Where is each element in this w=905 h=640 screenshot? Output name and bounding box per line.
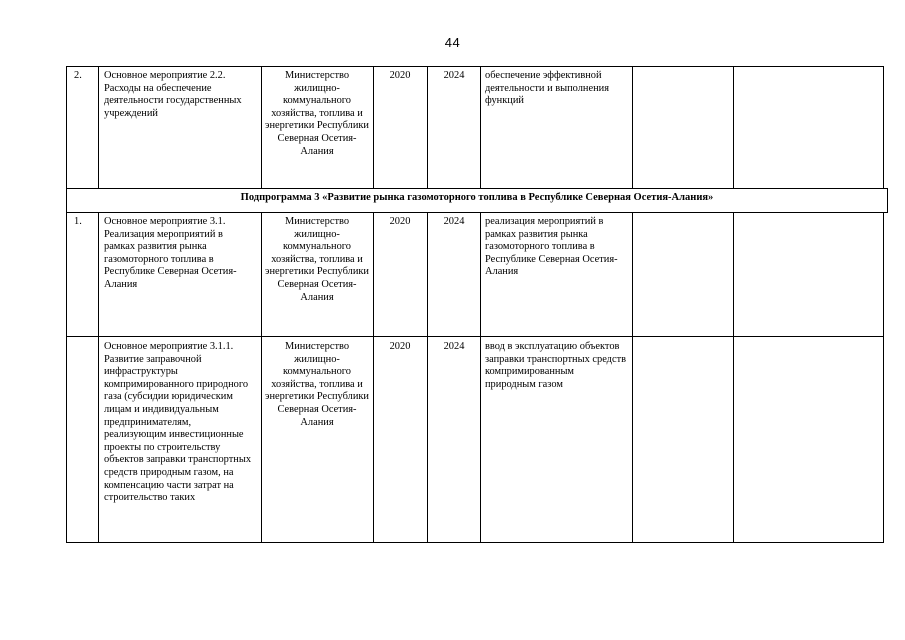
row-1-executor: Министерство жилищно-коммунального хозяйства, топлива и энергетики Республики Северная Осетия-Алания xyxy=(265,70,369,157)
row-border xyxy=(66,336,884,337)
subprogram-title: Подпрограмма 3 «Развитие рынка газомоторного топлива в Республике Северная Осетия-Алания» xyxy=(240,192,714,203)
row-3-event: Основное мероприятие 3.1.1. Развитие заправочной инфраструктуры компримированного природного газа (субсидии юридическим лицам и индивидуальным предпринимателям, реализующим инвестиционные проекты по строительству объектов заправки транспортных средств природным газом, на компенсацию части затрат на строительство таких xyxy=(104,341,252,504)
row-3-result: ввод в эксплуатацию объектов заправки транспортных средств компримированным природным газом xyxy=(485,341,627,390)
page-number: 44 xyxy=(444,35,461,50)
row-3-start: 2020 xyxy=(389,341,411,352)
col-border xyxy=(632,66,633,543)
row-1-result: обеспечение эффективной деятельности и выполнения функций xyxy=(485,70,610,107)
col-border xyxy=(373,66,374,543)
row-2-num: 1. xyxy=(74,216,82,227)
col-border xyxy=(480,66,481,543)
row-2-end: 2024 xyxy=(443,216,465,227)
col-border xyxy=(98,66,99,543)
row-2-result: реализация мероприятий в рамках развития рынка газомоторного топлива в Республике Северная Осетия-Алания xyxy=(485,216,618,278)
row-1-start: 2020 xyxy=(389,70,411,81)
row-2-executor: Министерство жилищно-коммунального хозяйства, топлива и энергетики Республики Северная Осетия-Алания xyxy=(265,216,369,303)
row-1-num: 2. xyxy=(74,70,82,81)
col-border xyxy=(733,66,734,543)
row-1-event: Основное мероприятие 2.2. Расходы на обеспечение деятельности государственных учреждений xyxy=(104,70,242,119)
row-1-end: 2024 xyxy=(443,70,465,81)
col-border xyxy=(427,66,428,543)
row-3-executor: Министерство жилищно-коммунального хозяйства, топлива и энергетики Республики Северная Осетия-Алания xyxy=(265,341,369,428)
row-2-event: Основное мероприятие 3.1. Реализация мероприятий в рамках развития рынка газомоторного топлива в Республике Северная Осетия-Алания xyxy=(104,216,237,290)
col-border xyxy=(261,66,262,543)
col-border xyxy=(883,66,884,543)
row-3-end: 2024 xyxy=(443,341,465,352)
row-2-start: 2020 xyxy=(389,216,411,227)
col-border xyxy=(66,66,67,543)
